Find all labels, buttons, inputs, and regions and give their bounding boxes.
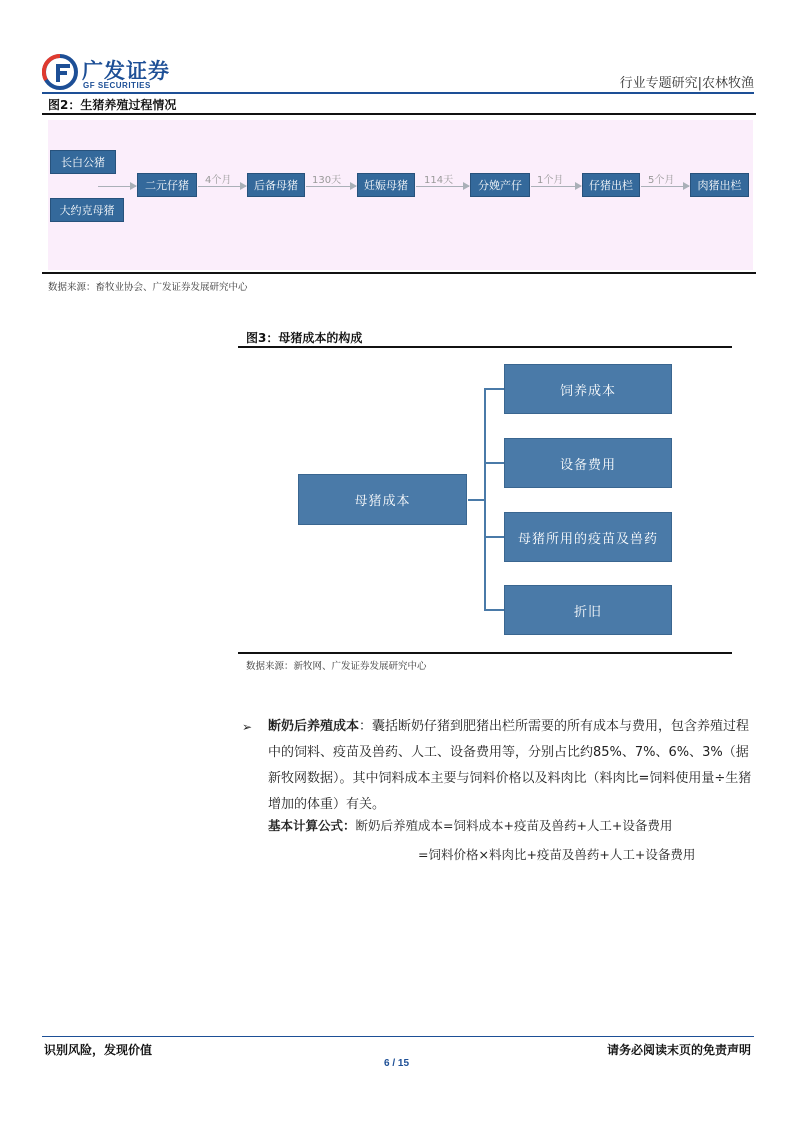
paragraph-text: ：囊括断奶仔猪到肥猪出栏所需要的所有成本与费用，包含养殖过程中的饲料、疫苗及兽药、人工、设备费用等，分别占比约85%、7%、6%、3%（据新牧网数据）。其中饲料成本主要与饲料价格以及料肉比（料肉比=饲料使用量÷生猪增加的体重）有关。 (268, 719, 752, 812)
figure3-title: 图3：母猪成本的构成 (246, 331, 363, 345)
formula-label: 基本计算公式： (268, 818, 356, 833)
tree-root-box: 母猪成本 (298, 474, 467, 525)
stage-box: 二元仔猪 (137, 173, 197, 197)
formula-line-1 (268, 816, 672, 834)
logo-text-en: GF SECURITIES (83, 81, 151, 90)
flow-arrow (198, 186, 246, 187)
stage-box: 妊娠母猪 (357, 173, 415, 197)
source-boar-box: 长白公猪 (50, 150, 116, 174)
logo-text-cn: 广发证券 (82, 59, 170, 83)
flow-arrow (416, 186, 469, 187)
tree-connector (468, 499, 485, 501)
merge-arrow (98, 186, 136, 187)
tree-child-box: 饲养成本 (504, 364, 672, 414)
tree-child-box: 设备费用 (504, 438, 672, 488)
bullet-icon: ➢ (242, 720, 253, 734)
body-paragraph (268, 714, 754, 818)
page-number: 6 / 15 (383, 1058, 410, 1069)
flow-arrow (531, 186, 581, 187)
stage-box: 肉猪出栏 (690, 173, 749, 197)
formula-line-2: =饲料价格×料肉比+疫苗及兽药+人工+设备费用 (418, 847, 696, 862)
paragraph-heading: 断奶后养殖成本 (268, 719, 360, 734)
tree-branch (484, 388, 504, 390)
figure3-top-rule (238, 346, 732, 348)
interval-label: 130天 (312, 175, 342, 186)
gf-logo-icon (42, 54, 78, 90)
tree-child-box: 母猪所用的疫苗及兽药 (504, 512, 672, 562)
interval-label: 5个月 (648, 175, 675, 186)
footer-divider (42, 1036, 754, 1037)
tree-branch (484, 609, 504, 611)
figure3-bottom-rule (238, 652, 732, 654)
tree-branch (484, 536, 504, 538)
interval-label: 1个月 (537, 175, 564, 186)
formula-text-1: 断奶后养殖成本=饲料成本+疫苗及兽药+人工+设备费用 (355, 818, 673, 833)
stage-box: 分娩产仔 (470, 173, 530, 197)
flow-arrow (641, 186, 689, 187)
header-divider (42, 92, 754, 94)
tree-child-box: 折旧 (504, 585, 672, 635)
tree-branch (484, 462, 504, 464)
stage-box: 仔猪出栏 (582, 173, 640, 197)
figure2-source: 数据来源：畜牧业协会、广发证券发展研究中心 (48, 282, 248, 293)
source-sow-box: 大约克母猪 (50, 198, 124, 222)
figure2-bottom-rule (42, 272, 756, 274)
tree-trunk (484, 389, 486, 611)
footer-disclaimer: 请务必阅读末页的免责声明 (606, 1043, 751, 1057)
report-type: 行业专题研究|农林牧渔 (619, 76, 754, 91)
page-header (42, 50, 754, 94)
figure2-top-rule (42, 113, 756, 115)
interval-label: 114天 (424, 175, 454, 186)
figure2-title: 图2：生猪养殖过程情况 (48, 98, 177, 112)
stage-box: 后备母猪 (247, 173, 305, 197)
interval-label: 4个月 (205, 175, 232, 186)
footer-slogan: 识别风险，发现价值 (44, 1043, 153, 1057)
figure3-source: 数据来源：新牧网、广发证券发展研究中心 (246, 661, 427, 672)
flow-arrow (306, 186, 356, 187)
